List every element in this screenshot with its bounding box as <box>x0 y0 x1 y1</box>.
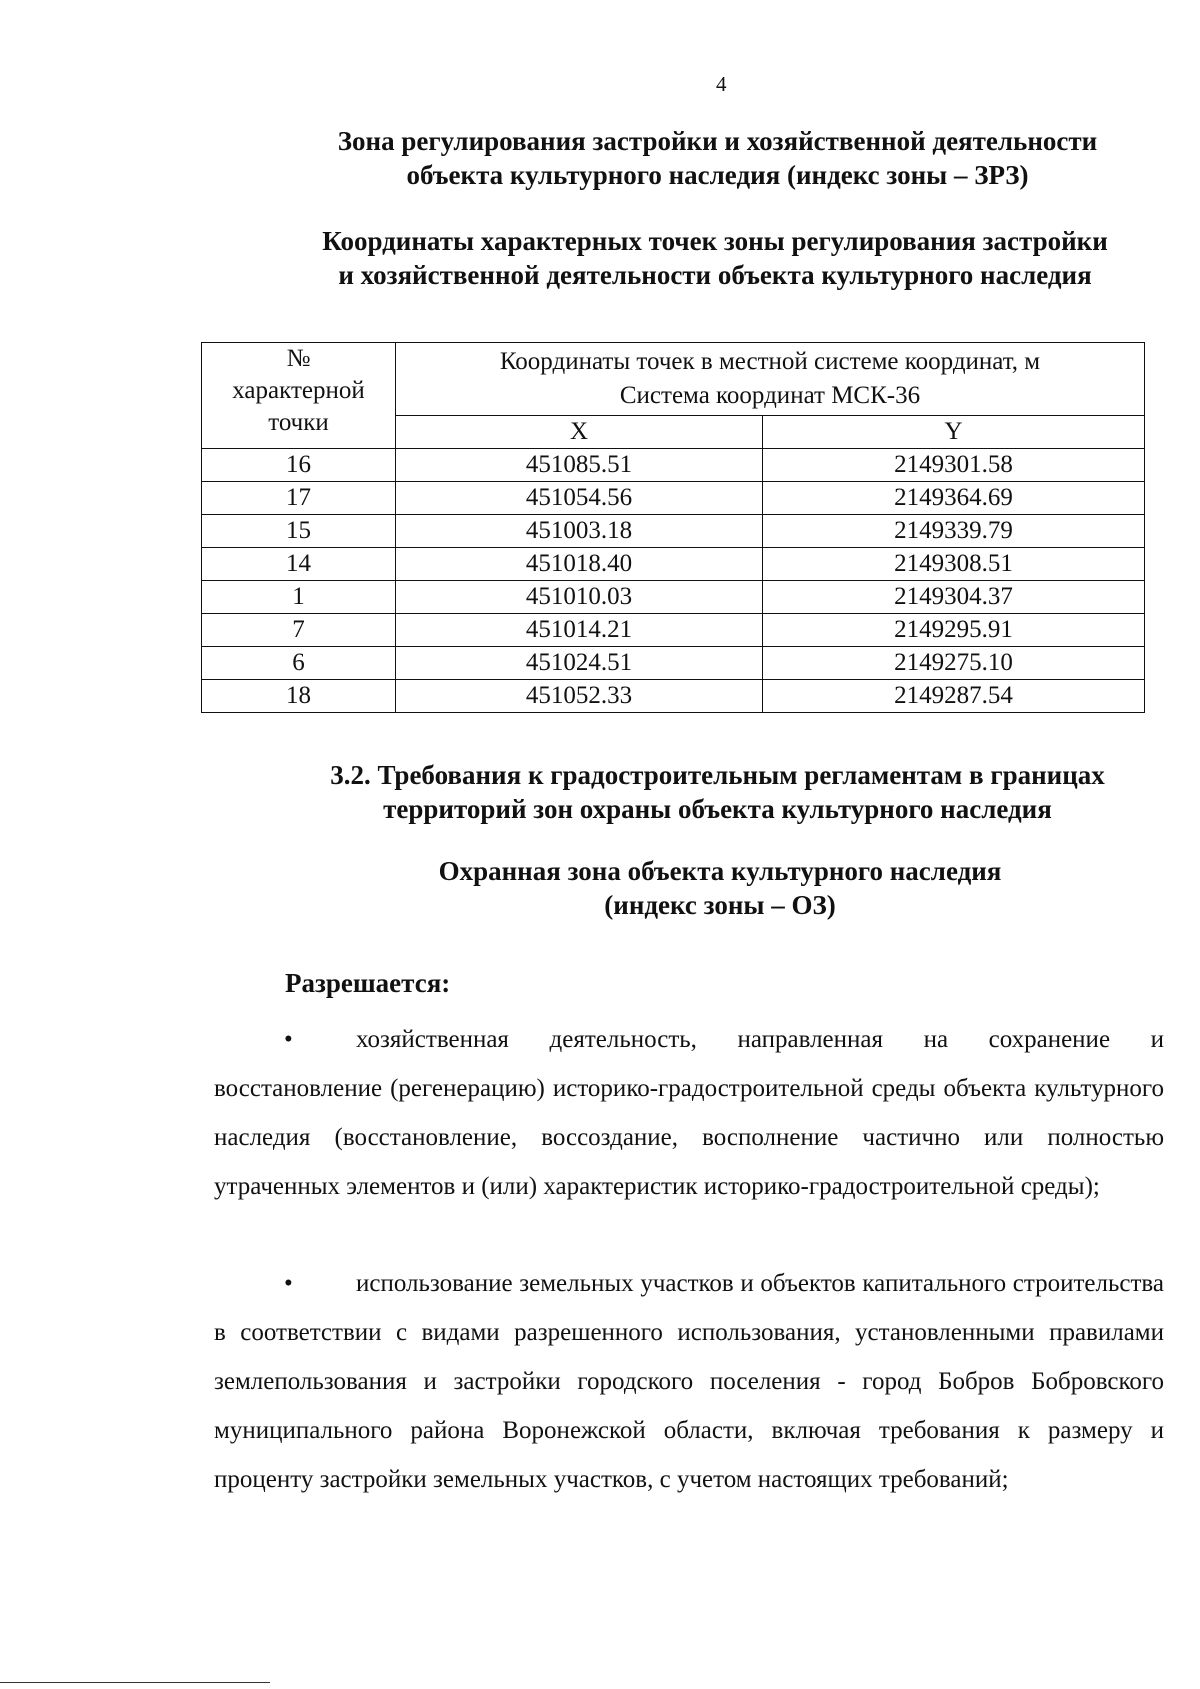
table-row <box>202 482 1145 515</box>
table-row <box>202 548 1145 581</box>
table-row <box>202 680 1145 713</box>
y-cell: 2149295.91 <box>763 614 1145 647</box>
x-cell: 451085.51 <box>396 449 763 482</box>
point-cell: 17 <box>202 482 396 515</box>
table-body <box>202 449 1145 713</box>
point-number-header-line3: точки <box>268 409 329 436</box>
point-cell: 16 <box>202 449 396 482</box>
protection-zone-line1: Охранная зона объекта культурного наследия <box>438 856 1002 886</box>
coords-heading <box>280 224 1150 292</box>
table-row <box>202 449 1145 482</box>
y-cell: 2149364.69 <box>763 482 1145 515</box>
y-cell: 2149304.37 <box>763 581 1145 614</box>
section-3-2-heading <box>300 758 1135 826</box>
protection-zone-line2: (индекс зоны – ОЗ) <box>604 890 836 920</box>
table-row <box>202 515 1145 548</box>
x-cell: 451014.21 <box>396 614 763 647</box>
y-cell: 2149308.51 <box>763 548 1145 581</box>
x-header: X <box>396 416 763 449</box>
point-number-header-line1: № <box>286 345 311 372</box>
x-cell: 451010.03 <box>396 581 763 614</box>
y-cell: 2149301.58 <box>763 449 1145 482</box>
bullet-text: хозяйственная деятельность, направленная на сохранение и восстановление (регенерацию) историко-градостроительной среды объекта культурного наследия (восстановление, воссоздание, восполнение частично или полностью утраченных элементов и (или) характеристик историко-градостроительной среды); <box>214 1026 1164 1200</box>
bullet-item <box>214 1015 1164 1211</box>
allowed-label: Разрешается: <box>285 968 451 998</box>
zone-heading <box>300 124 1135 192</box>
point-cell: 7 <box>202 614 396 647</box>
bullet-text: использование земельных участков и объектов капитального строительства в соответствии с видами разрешенного использования, установленными правилами землепользования и застройки городского поселения - город Бобров Бобровского муниципального района Воронежской области, включая требования к размеру и проценту застройки земельных участков, с учетом настоящих требований; <box>214 1270 1164 1493</box>
bullet-marker: • <box>284 1270 293 1297</box>
protection-zone-heading <box>420 854 1020 922</box>
section-3-2-line2: территорий зон охраны объекта культурного наследия <box>383 794 1052 824</box>
page-number: 4 <box>716 72 727 96</box>
point-cell: 15 <box>202 515 396 548</box>
table-row <box>202 647 1145 680</box>
point-cell: 1 <box>202 581 396 614</box>
coordinates-header <box>396 343 1145 416</box>
bullet-item <box>214 1259 1164 1504</box>
point-cell: 6 <box>202 647 396 680</box>
table-row <box>202 614 1145 647</box>
coordinates-header-line1: Координаты точек в местной системе координат, м <box>499 348 1041 375</box>
x-cell: 451024.51 <box>396 647 763 680</box>
point-cell: 14 <box>202 548 396 581</box>
coordinates-header-line2: Система координат МСК-36 <box>619 382 921 409</box>
coords-heading-line1: Координаты характерных точек зоны регулирования застройки <box>322 226 1108 256</box>
point-number-header <box>202 343 396 449</box>
zone-heading-line1: Зона регулирования застройки и хозяйственной деятельности <box>337 126 1098 156</box>
x-cell: 451018.40 <box>396 548 763 581</box>
x-cell: 451003.18 <box>396 515 763 548</box>
point-number-header-line2: характерной <box>232 377 365 404</box>
x-cell: 451054.56 <box>396 482 763 515</box>
y-cell: 2149339.79 <box>763 515 1145 548</box>
x-cell: 451052.33 <box>396 680 763 713</box>
y-cell: 2149275.10 <box>763 647 1145 680</box>
table-row <box>202 581 1145 614</box>
y-header: Y <box>763 416 1145 449</box>
y-cell: 2149287.54 <box>763 680 1145 713</box>
coords-heading-line2: и хозяйственной деятельности объекта культурного наследия <box>338 260 1092 290</box>
section-3-2-line1: 3.2. Требования к градостроительным регламентам в границах <box>330 760 1105 790</box>
zone-heading-line2: объекта культурного наследия (индекс зоны – ЗРЗ) <box>406 160 1029 190</box>
bullet-marker: • <box>284 1026 293 1053</box>
coordinates-table <box>201 342 1145 713</box>
footer-divider <box>0 1682 270 1683</box>
point-cell: 18 <box>202 680 396 713</box>
